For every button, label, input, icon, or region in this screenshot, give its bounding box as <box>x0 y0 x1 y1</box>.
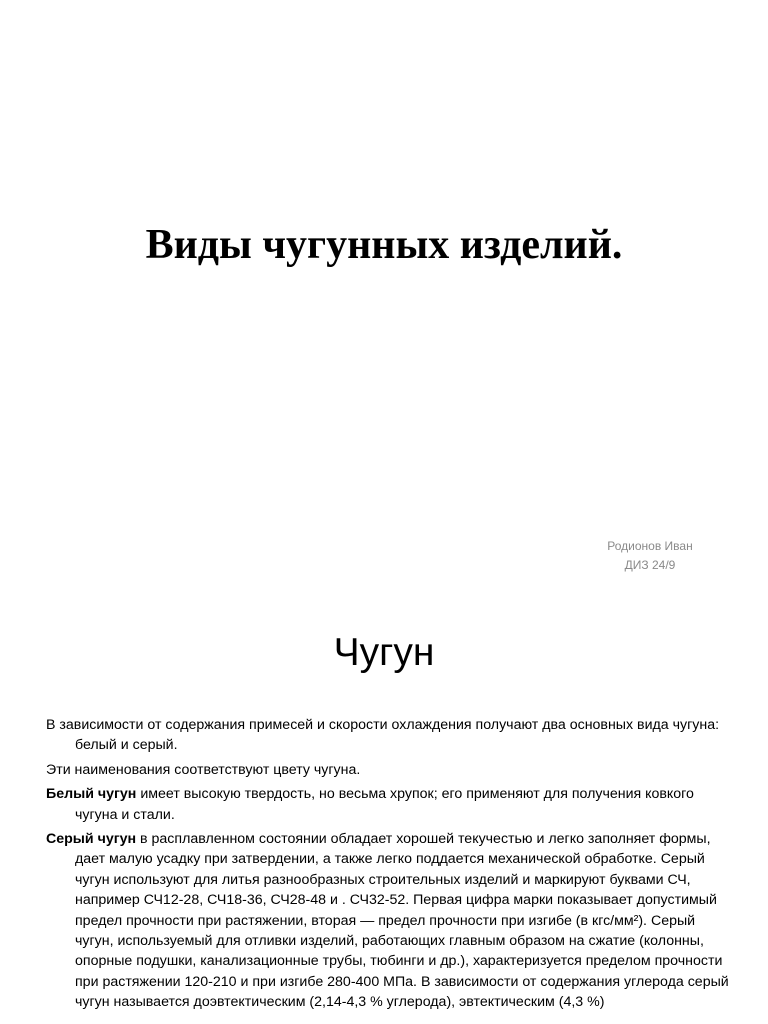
paragraph-text: имеет высокую твердость, но весьма хрупок; его применяют для получения ковкого чугуна и стали. <box>75 786 694 823</box>
author-group: ДИЗ 24/9 <box>624 558 676 572</box>
paragraph-types <box>46 715 736 756</box>
author-name: Родионов Иван <box>607 539 693 553</box>
content-body <box>46 715 736 1017</box>
paragraph-text: Эти наименования соответствуют цвету чугуна. <box>46 761 361 778</box>
paragraph-gray-iron <box>46 829 736 1013</box>
paragraph-text: в расплавленном состоянии обладает хорошей текучестью и легко заполняет формы, дает малую усадку при затвердении, а также легко поддается механической обработке. Серый чугун используют для литья разнообразных строительных изделий и маркируют буквами СЧ, например СЧ12-28, СЧ18-36, СЧ28-48 и . СЧ32-52. Первая цифра марки показывает допустимый предел прочности при растяжении, вторая — предел прочности при изгибе (в кгс/мм²). Серый чугун, используемый для отливки изделий, работающих главным образом на сжатие (колонны, опорные подушки, канализационные трубы, тюбинги и др.), характеризуется пределом прочности при растяжении 120-210 и при изгибе 280-400 МПа. В зависимости от содержания углерода серый чугун называется доэвтектическим (2,14-4,3 % углерода), эвтектическим (4,3 %) <box>75 831 729 1011</box>
paragraph-text: В зависимости от содержания примесей и скорости охлаждения получают два основных вида чугуна: белый и серый. <box>46 717 720 754</box>
section-title: Чугун <box>333 631 435 674</box>
paragraph-white-iron <box>46 784 736 825</box>
term-gray-iron: Серый чугун <box>46 831 137 848</box>
term-white-iron: Белый чугун <box>46 786 137 803</box>
author-block <box>590 537 710 575</box>
paragraph-naming <box>46 760 736 780</box>
slide-title: Виды чугунных изделий. <box>145 222 623 268</box>
